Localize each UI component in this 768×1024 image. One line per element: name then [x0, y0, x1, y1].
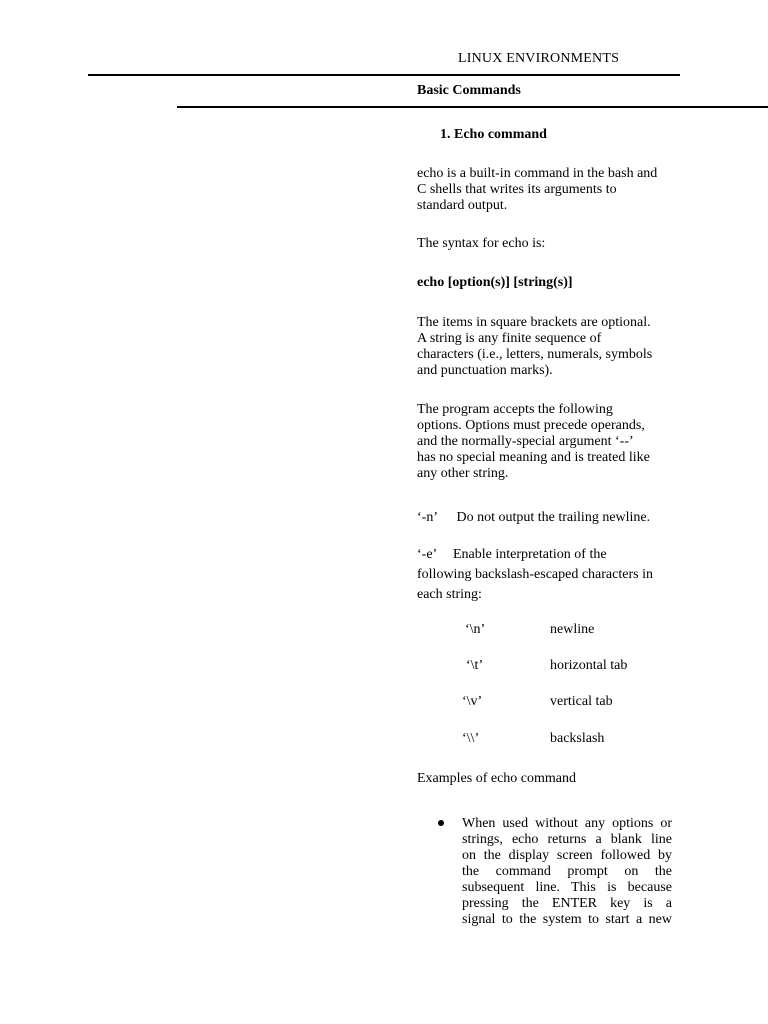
text-line: Examples of echo command: [417, 771, 577, 786]
text-line: any other string.: [417, 466, 509, 481]
section-rule: [177, 106, 768, 108]
option-n-description: Do not output the trailing newline.: [456, 510, 651, 525]
text-line: following backslash-escaped characters in: [417, 567, 653, 582]
text-line: echo is a built-in command in the bash and: [417, 166, 658, 181]
text-line: options. Options must precede operands,: [417, 418, 645, 433]
options-paragraph: [417, 402, 677, 482]
section-heading: Basic Commands: [417, 83, 521, 98]
text-line: and the normally-special argument ‘--’: [417, 434, 634, 449]
text-line: the command prompt on the: [462, 864, 672, 879]
escape-description: horizontal tab: [550, 658, 628, 673]
escape-code: ‘\v’: [462, 694, 483, 709]
echo-command-heading: 1. Echo command: [440, 127, 547, 142]
echo-intro-paragraph: [417, 166, 677, 214]
escape-code: ‘\t’: [466, 658, 484, 673]
brackets-paragraph: [417, 315, 677, 379]
escape-description: vertical tab: [550, 694, 613, 709]
header-rule: [88, 74, 680, 76]
text-line: on the display screen followed by: [462, 848, 672, 863]
bullet-icon: [438, 820, 444, 826]
text-line: Enable interpretation of the: [453, 547, 607, 562]
text-line: and punctuation marks).: [417, 363, 553, 378]
text-line: A string is any finite sequence of: [417, 331, 602, 346]
text-line: characters (i.e., letters, numerals, symbols: [417, 347, 653, 362]
text-line: standard output.: [417, 198, 508, 213]
option-n-code: ‘-n’: [417, 510, 438, 525]
text-line: C shells that writes its arguments to: [417, 182, 617, 197]
text-line: signal to the system to start a new: [462, 912, 672, 927]
escape-description: backslash: [550, 731, 605, 746]
option-e-first-line: [417, 545, 677, 565]
bullet-paragraph: [462, 816, 672, 928]
text-line: pressing the ENTER key is a: [462, 896, 672, 911]
text-line: The program accepts the following: [417, 402, 613, 417]
option-e-code: ‘-e’: [417, 547, 438, 562]
option-e-block: [417, 545, 677, 605]
examples-heading: [417, 771, 677, 787]
escape-code: ‘\\’: [462, 731, 480, 746]
text-line: When used without any options or: [462, 816, 672, 831]
syntax-intro: [417, 236, 677, 252]
text-line: subsequent line. This is because: [462, 880, 672, 895]
text-line: The syntax for echo is:: [417, 236, 546, 251]
page-header-title: LINUX ENVIRONMENTS: [458, 51, 620, 66]
option-n-row: [417, 510, 650, 526]
echo-syntax: echo [option(s)] [string(s)]: [417, 275, 573, 290]
escape-description: newline: [550, 622, 595, 637]
text-line: each string:: [417, 587, 482, 602]
text-line: has no special meaning and is treated like: [417, 450, 650, 465]
escape-code: ‘\n’: [465, 622, 486, 637]
text-line: The items in square brackets are optional.: [417, 315, 651, 330]
text-line: strings, echo returns a blank line: [462, 832, 672, 847]
